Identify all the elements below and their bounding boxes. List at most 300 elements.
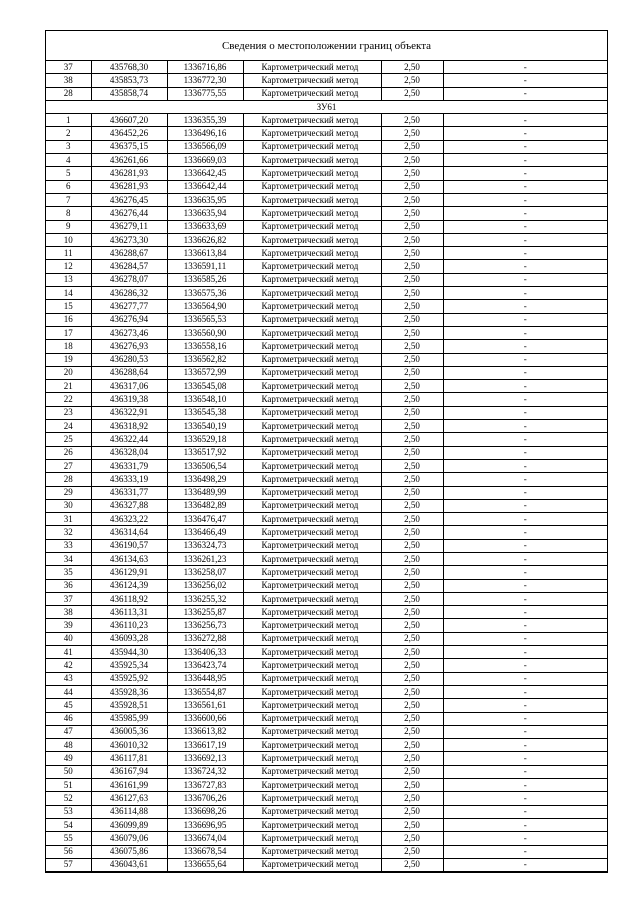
table-row — [46, 220, 607, 233]
note-cell: - — [443, 592, 607, 605]
x-coordinate-cell: 436124,39 — [91, 579, 167, 592]
method-cell: Картометрический метод — [243, 592, 381, 605]
y-coordinate-cell: 1336554,87 — [167, 685, 243, 698]
x-coordinate-cell: 436288,67 — [91, 247, 167, 260]
point-number-cell: 49 — [46, 752, 91, 765]
method-cell: Картометрический метод — [243, 765, 381, 778]
accuracy-cell: 2,50 — [381, 61, 443, 74]
table-row — [46, 513, 607, 526]
note-cell: - — [443, 193, 607, 206]
point-number-cell: 2 — [46, 127, 91, 140]
accuracy-cell: 2,50 — [381, 207, 443, 220]
method-cell: Картометрический метод — [243, 499, 381, 512]
x-coordinate-cell: 435853,73 — [91, 74, 167, 87]
x-coordinate-cell: 436319,38 — [91, 393, 167, 406]
point-number-cell: 41 — [46, 646, 91, 659]
table-row — [46, 393, 607, 406]
method-cell: Картометрический метод — [243, 180, 381, 193]
accuracy-cell: 2,50 — [381, 247, 443, 260]
accuracy-cell: 2,50 — [381, 287, 443, 300]
note-cell: - — [443, 858, 607, 871]
accuracy-cell: 2,50 — [381, 220, 443, 233]
method-cell: Картометрический метод — [243, 393, 381, 406]
method-cell: Картометрический метод — [243, 207, 381, 220]
table-row — [46, 233, 607, 246]
point-number-cell: 3 — [46, 140, 91, 153]
table-row — [46, 473, 607, 486]
accuracy-cell: 2,50 — [381, 832, 443, 845]
table-row — [46, 818, 607, 831]
method-cell: Картометрический метод — [243, 712, 381, 725]
note-cell: - — [443, 646, 607, 659]
point-number-cell: 44 — [46, 685, 91, 698]
accuracy-cell: 2,50 — [381, 446, 443, 459]
point-number-cell: 57 — [46, 858, 91, 871]
point-number-cell: 15 — [46, 300, 91, 313]
accuracy-cell: 2,50 — [381, 725, 443, 738]
method-cell: Картометрический метод — [243, 513, 381, 526]
y-coordinate-cell: 1336635,95 — [167, 193, 243, 206]
method-cell: Картометрический метод — [243, 779, 381, 792]
table-row — [46, 765, 607, 778]
x-coordinate-cell: 436113,31 — [91, 606, 167, 619]
method-cell: Картометрический метод — [243, 672, 381, 685]
note-cell: - — [443, 752, 607, 765]
point-number-cell: 51 — [46, 779, 91, 792]
x-coordinate-cell: 436129,91 — [91, 566, 167, 579]
method-cell: Картометрический метод — [243, 326, 381, 339]
y-coordinate-cell: 1336506,54 — [167, 459, 243, 472]
y-coordinate-cell: 1336572,99 — [167, 366, 243, 379]
table-row — [46, 154, 607, 167]
y-coordinate-cell: 1336633,69 — [167, 220, 243, 233]
table-row — [46, 313, 607, 326]
x-coordinate-cell: 436314,64 — [91, 526, 167, 539]
note-cell: - — [443, 366, 607, 379]
method-cell: Картометрический метод — [243, 566, 381, 579]
note-cell: - — [443, 380, 607, 393]
method-cell: Картометрический метод — [243, 579, 381, 592]
method-cell: Картометрический метод — [243, 313, 381, 326]
point-number-cell: 38 — [46, 606, 91, 619]
note-cell: - — [443, 140, 607, 153]
y-coordinate-cell: 1336678,54 — [167, 845, 243, 858]
x-coordinate-cell: 436452,26 — [91, 127, 167, 140]
y-coordinate-cell: 1336482,89 — [167, 499, 243, 512]
note-cell: - — [443, 619, 607, 632]
y-coordinate-cell: 1336613,84 — [167, 247, 243, 260]
point-number-cell: 43 — [46, 672, 91, 685]
y-coordinate-cell: 1336562,82 — [167, 353, 243, 366]
method-cell: Картометрический метод — [243, 140, 381, 153]
x-coordinate-cell: 435925,92 — [91, 672, 167, 685]
table-row — [46, 406, 607, 419]
note-cell: - — [443, 739, 607, 752]
x-coordinate-cell: 436075,86 — [91, 845, 167, 858]
x-coordinate-cell: 436322,91 — [91, 406, 167, 419]
y-coordinate-cell: 1336716,86 — [167, 61, 243, 74]
y-coordinate-cell: 1336489,99 — [167, 486, 243, 499]
table-row — [46, 74, 607, 87]
y-coordinate-cell: 1336626,82 — [167, 233, 243, 246]
x-coordinate-cell: 436005,36 — [91, 725, 167, 738]
table-row — [46, 552, 607, 565]
y-coordinate-cell: 1336272,88 — [167, 632, 243, 645]
note-cell: - — [443, 247, 607, 260]
table-row — [46, 140, 607, 153]
point-number-cell: 32 — [46, 526, 91, 539]
note-cell: - — [443, 220, 607, 233]
section-label: ЗУ61 — [46, 100, 607, 113]
note-cell: - — [443, 313, 607, 326]
point-number-cell: 53 — [46, 805, 91, 818]
x-coordinate-cell: 436331,79 — [91, 459, 167, 472]
note-cell: - — [443, 74, 607, 87]
method-cell: Картометрический метод — [243, 420, 381, 433]
table-row — [46, 526, 607, 539]
method-cell: Картометрический метод — [243, 685, 381, 698]
point-number-cell: 19 — [46, 353, 91, 366]
table-row — [46, 433, 607, 446]
accuracy-cell: 2,50 — [381, 845, 443, 858]
point-number-cell: 28 — [46, 87, 91, 100]
x-coordinate-cell: 436375,15 — [91, 140, 167, 153]
accuracy-cell: 2,50 — [381, 167, 443, 180]
point-number-cell: 16 — [46, 313, 91, 326]
method-cell: Картометрический метод — [243, 805, 381, 818]
table-row — [46, 300, 607, 313]
note-cell: - — [443, 154, 607, 167]
point-number-cell: 48 — [46, 739, 91, 752]
y-coordinate-cell: 1336565,53 — [167, 313, 243, 326]
note-cell: - — [443, 792, 607, 805]
y-coordinate-cell: 1336600,66 — [167, 712, 243, 725]
y-coordinate-cell: 1336727,83 — [167, 779, 243, 792]
point-number-cell: 6 — [46, 180, 91, 193]
note-cell: - — [443, 659, 607, 672]
point-number-cell: 23 — [46, 406, 91, 419]
method-cell: Картометрический метод — [243, 446, 381, 459]
y-coordinate-cell: 1336585,26 — [167, 273, 243, 286]
point-number-cell: 40 — [46, 632, 91, 645]
table-row — [46, 712, 607, 725]
method-cell: Картометрический метод — [243, 552, 381, 565]
point-number-cell: 18 — [46, 340, 91, 353]
method-cell: Картометрический метод — [243, 606, 381, 619]
page-title: Сведения о местоположении границ объекта — [46, 31, 607, 61]
point-number-cell: 56 — [46, 845, 91, 858]
note-cell: - — [443, 672, 607, 685]
note-cell: - — [443, 473, 607, 486]
x-coordinate-cell: 436118,92 — [91, 592, 167, 605]
note-cell: - — [443, 712, 607, 725]
table-row — [46, 739, 607, 752]
y-coordinate-cell: 1336669,03 — [167, 154, 243, 167]
note-cell: - — [443, 632, 607, 645]
accuracy-cell: 2,50 — [381, 260, 443, 273]
method-cell: Картометрический метод — [243, 752, 381, 765]
coordinates-table — [46, 61, 607, 872]
table-row — [46, 207, 607, 220]
point-number-cell: 34 — [46, 552, 91, 565]
table-row — [46, 779, 607, 792]
x-coordinate-cell: 436288,64 — [91, 366, 167, 379]
point-number-cell: 50 — [46, 765, 91, 778]
x-coordinate-cell: 436010,32 — [91, 739, 167, 752]
x-coordinate-cell: 436317,06 — [91, 380, 167, 393]
note-cell: - — [443, 699, 607, 712]
accuracy-cell: 2,50 — [381, 233, 443, 246]
note-cell: - — [443, 446, 607, 459]
note-cell: - — [443, 420, 607, 433]
method-cell: Картометрический метод — [243, 247, 381, 260]
method-cell: Картометрический метод — [243, 632, 381, 645]
accuracy-cell: 2,50 — [381, 499, 443, 512]
table-row — [46, 61, 607, 74]
x-coordinate-cell: 436276,93 — [91, 340, 167, 353]
x-coordinate-cell: 436607,20 — [91, 114, 167, 127]
table-row — [46, 340, 607, 353]
point-number-cell: 17 — [46, 326, 91, 339]
point-number-cell: 47 — [46, 725, 91, 738]
note-cell: - — [443, 326, 607, 339]
point-number-cell: 28 — [46, 473, 91, 486]
table-row — [46, 87, 607, 100]
table-row — [46, 326, 607, 339]
x-coordinate-cell: 436281,93 — [91, 167, 167, 180]
method-cell: Картометрический метод — [243, 340, 381, 353]
y-coordinate-cell: 1336324,73 — [167, 539, 243, 552]
method-cell: Картометрический метод — [243, 792, 381, 805]
table-row — [46, 832, 607, 845]
y-coordinate-cell: 1336591,11 — [167, 260, 243, 273]
x-coordinate-cell: 435768,30 — [91, 61, 167, 74]
method-cell: Картометрический метод — [243, 233, 381, 246]
note-cell: - — [443, 167, 607, 180]
table-row — [46, 539, 607, 552]
table-row — [46, 446, 607, 459]
x-coordinate-cell: 436318,92 — [91, 420, 167, 433]
table-row — [46, 114, 607, 127]
point-number-cell: 5 — [46, 167, 91, 180]
method-cell: Картометрический метод — [243, 61, 381, 74]
y-coordinate-cell: 1336496,16 — [167, 127, 243, 140]
note-cell: - — [443, 207, 607, 220]
accuracy-cell: 2,50 — [381, 552, 443, 565]
method-cell: Картометрический метод — [243, 699, 381, 712]
accuracy-cell: 2,50 — [381, 619, 443, 632]
point-number-cell: 25 — [46, 433, 91, 446]
y-coordinate-cell: 1336692,13 — [167, 752, 243, 765]
method-cell: Картометрический метод — [243, 154, 381, 167]
method-cell: Картометрический метод — [243, 845, 381, 858]
note-cell: - — [443, 552, 607, 565]
y-coordinate-cell: 1336558,16 — [167, 340, 243, 353]
accuracy-cell: 2,50 — [381, 712, 443, 725]
accuracy-cell: 2,50 — [381, 154, 443, 167]
y-coordinate-cell: 1336642,44 — [167, 180, 243, 193]
y-coordinate-cell: 1336674,04 — [167, 832, 243, 845]
x-coordinate-cell: 435858,74 — [91, 87, 167, 100]
point-number-cell: 37 — [46, 61, 91, 74]
table-row — [46, 805, 607, 818]
accuracy-cell: 2,50 — [381, 699, 443, 712]
y-coordinate-cell: 1336635,94 — [167, 207, 243, 220]
y-coordinate-cell: 1336466,49 — [167, 526, 243, 539]
note-cell: - — [443, 393, 607, 406]
table-row — [46, 685, 607, 698]
point-number-cell: 35 — [46, 566, 91, 579]
accuracy-cell: 2,50 — [381, 685, 443, 698]
method-cell: Картометрический метод — [243, 526, 381, 539]
x-coordinate-cell: 436333,19 — [91, 473, 167, 486]
method-cell: Картометрический метод — [243, 818, 381, 831]
point-number-cell: 54 — [46, 818, 91, 831]
y-coordinate-cell: 1336355,39 — [167, 114, 243, 127]
accuracy-cell: 2,50 — [381, 420, 443, 433]
x-coordinate-cell: 436278,07 — [91, 273, 167, 286]
note-cell: - — [443, 765, 607, 778]
x-coordinate-cell: 436167,94 — [91, 765, 167, 778]
table-row — [46, 579, 607, 592]
point-number-cell: 27 — [46, 459, 91, 472]
table-row — [46, 659, 607, 672]
x-coordinate-cell: 436276,44 — [91, 207, 167, 220]
method-cell: Картометрический метод — [243, 646, 381, 659]
accuracy-cell: 2,50 — [381, 858, 443, 871]
table-row — [46, 193, 607, 206]
x-coordinate-cell: 436273,30 — [91, 233, 167, 246]
accuracy-cell: 2,50 — [381, 805, 443, 818]
table-row — [46, 699, 607, 712]
x-coordinate-cell: 436322,44 — [91, 433, 167, 446]
section-header-row — [46, 100, 607, 113]
method-cell: Картометрический метод — [243, 366, 381, 379]
y-coordinate-cell: 1336575,36 — [167, 287, 243, 300]
y-coordinate-cell: 1336566,09 — [167, 140, 243, 153]
x-coordinate-cell: 435925,34 — [91, 659, 167, 672]
method-cell: Картометрический метод — [243, 406, 381, 419]
y-coordinate-cell: 1336498,29 — [167, 473, 243, 486]
point-number-cell: 52 — [46, 792, 91, 805]
note-cell: - — [443, 433, 607, 446]
method-cell: Картометрический метод — [243, 858, 381, 871]
x-coordinate-cell: 436281,93 — [91, 180, 167, 193]
y-coordinate-cell: 1336256,02 — [167, 579, 243, 592]
method-cell: Картометрический метод — [243, 539, 381, 552]
method-cell: Картометрический метод — [243, 287, 381, 300]
table-row — [46, 566, 607, 579]
table-row — [46, 180, 607, 193]
y-coordinate-cell: 1336540,19 — [167, 420, 243, 433]
table-row — [46, 127, 607, 140]
method-cell: Картометрический метод — [243, 300, 381, 313]
point-number-cell: 42 — [46, 659, 91, 672]
x-coordinate-cell: 436190,57 — [91, 539, 167, 552]
accuracy-cell: 2,50 — [381, 659, 443, 672]
y-coordinate-cell: 1336548,10 — [167, 393, 243, 406]
accuracy-cell: 2,50 — [381, 672, 443, 685]
note-cell: - — [443, 779, 607, 792]
y-coordinate-cell: 1336406,33 — [167, 646, 243, 659]
note-cell: - — [443, 499, 607, 512]
method-cell: Картометрический метод — [243, 659, 381, 672]
accuracy-cell: 2,50 — [381, 87, 443, 100]
note-cell: - — [443, 513, 607, 526]
note-cell: - — [443, 180, 607, 193]
note-cell: - — [443, 606, 607, 619]
point-number-cell: 37 — [46, 592, 91, 605]
method-cell: Картометрический метод — [243, 273, 381, 286]
point-number-cell: 8 — [46, 207, 91, 220]
point-number-cell: 26 — [46, 446, 91, 459]
y-coordinate-cell: 1336642,45 — [167, 167, 243, 180]
coordinates-table-body — [46, 61, 607, 872]
accuracy-cell: 2,50 — [381, 300, 443, 313]
method-cell: Картометрический метод — [243, 473, 381, 486]
method-cell: Картометрический метод — [243, 380, 381, 393]
table-row — [46, 420, 607, 433]
accuracy-cell: 2,50 — [381, 380, 443, 393]
accuracy-cell: 2,50 — [381, 433, 443, 446]
accuracy-cell: 2,50 — [381, 818, 443, 831]
accuracy-cell: 2,50 — [381, 606, 443, 619]
table-row — [46, 858, 607, 871]
table-row — [46, 606, 607, 619]
point-number-cell: 45 — [46, 699, 91, 712]
table-row — [46, 167, 607, 180]
table-row — [46, 499, 607, 512]
accuracy-cell: 2,50 — [381, 366, 443, 379]
method-cell: Картометрический метод — [243, 353, 381, 366]
y-coordinate-cell: 1336476,47 — [167, 513, 243, 526]
y-coordinate-cell: 1336448,95 — [167, 672, 243, 685]
x-coordinate-cell: 436099,89 — [91, 818, 167, 831]
x-coordinate-cell: 436327,88 — [91, 499, 167, 512]
accuracy-cell: 2,50 — [381, 592, 443, 605]
x-coordinate-cell: 435944,30 — [91, 646, 167, 659]
x-coordinate-cell: 436043,61 — [91, 858, 167, 871]
point-number-cell: 13 — [46, 273, 91, 286]
accuracy-cell: 2,50 — [381, 473, 443, 486]
accuracy-cell: 2,50 — [381, 393, 443, 406]
x-coordinate-cell: 436134,63 — [91, 552, 167, 565]
method-cell: Картометрический метод — [243, 433, 381, 446]
point-number-cell: 22 — [46, 393, 91, 406]
accuracy-cell: 2,50 — [381, 180, 443, 193]
x-coordinate-cell: 436161,99 — [91, 779, 167, 792]
x-coordinate-cell: 436273,46 — [91, 326, 167, 339]
x-coordinate-cell: 436093,28 — [91, 632, 167, 645]
note-cell: - — [443, 486, 607, 499]
point-number-cell: 14 — [46, 287, 91, 300]
note-cell: - — [443, 818, 607, 831]
y-coordinate-cell: 1336772,30 — [167, 74, 243, 87]
y-coordinate-cell: 1336560,90 — [167, 326, 243, 339]
x-coordinate-cell: 436284,57 — [91, 260, 167, 273]
x-coordinate-cell: 436276,94 — [91, 313, 167, 326]
y-coordinate-cell: 1336545,08 — [167, 380, 243, 393]
y-coordinate-cell: 1336423,74 — [167, 659, 243, 672]
accuracy-cell: 2,50 — [381, 313, 443, 326]
accuracy-cell: 2,50 — [381, 114, 443, 127]
method-cell: Картометрический метод — [243, 725, 381, 738]
x-coordinate-cell: 436331,77 — [91, 486, 167, 499]
method-cell: Картометрический метод — [243, 459, 381, 472]
accuracy-cell: 2,50 — [381, 579, 443, 592]
point-number-cell: 9 — [46, 220, 91, 233]
table-row — [46, 380, 607, 393]
